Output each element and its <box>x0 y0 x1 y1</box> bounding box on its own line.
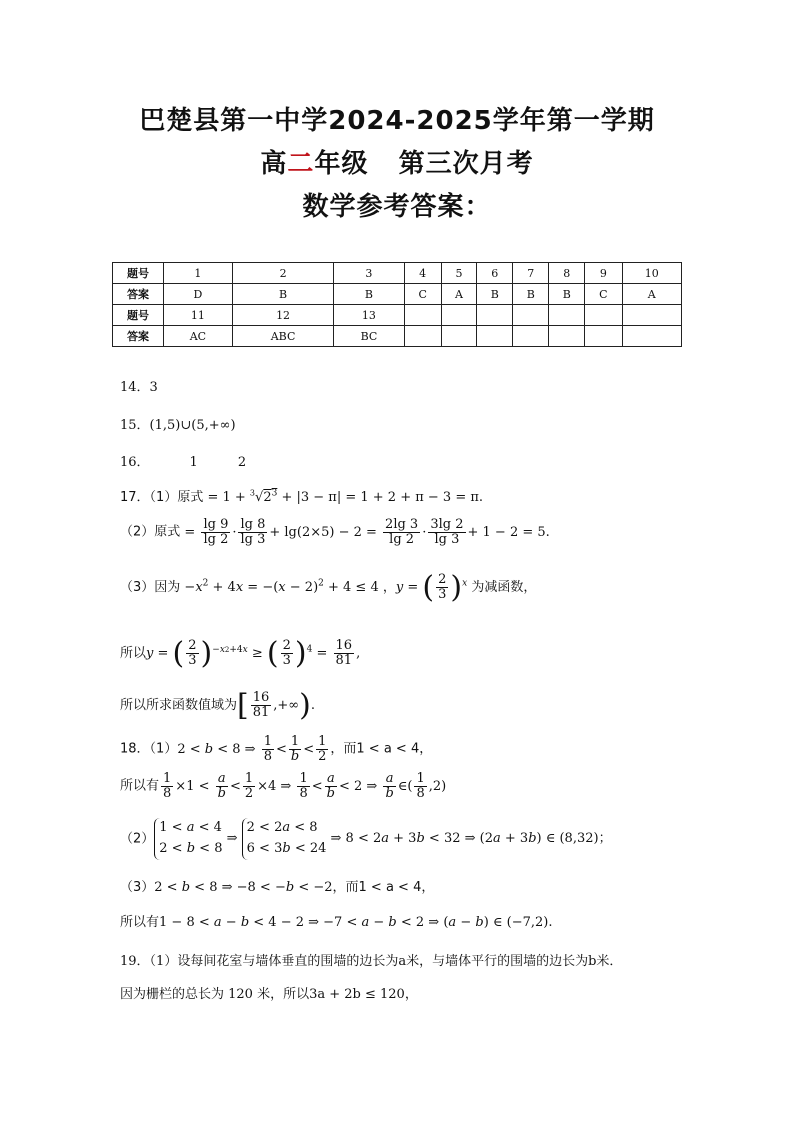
answer-17-part3 <box>120 570 536 605</box>
answer-15-number: 15． <box>120 418 150 433</box>
table-cell: B <box>334 284 404 305</box>
table-cell: A <box>441 284 476 305</box>
table-cell: 6 <box>477 263 513 284</box>
table-label: 题号 <box>113 263 164 284</box>
answer-table <box>112 262 682 347</box>
formula: 2 < b < 8 ⇒ $\frac{1}{8}$ < $\frac{1}{b}$ < $\frac{1}{2}$ <box>177 734 327 764</box>
formula: = $1 + ^3√2^3 + |3 - \pi| = 1 + 2 + \pi - 3 = \pi$. <box>203 488 484 505</box>
table-label: 题号 <box>113 305 164 326</box>
answer-16-value-1: 1 <box>189 455 198 470</box>
table-cell <box>441 305 476 326</box>
table-cell <box>622 305 681 326</box>
table-cell: 11 <box>164 305 233 326</box>
answer-18-conclusion <box>120 772 446 800</box>
table-cell: 3 <box>334 263 404 284</box>
table-cell <box>404 305 441 326</box>
table-cell: 4 <box>404 263 441 284</box>
table-cell: A <box>622 284 681 305</box>
answer-18-2-label: （2） <box>120 831 155 847</box>
formula: [ $\frac{16}{81}$ ,+∞). <box>237 688 315 723</box>
answer-16-value-2: 2 <box>237 455 247 470</box>
table-row <box>113 284 682 305</box>
table-cell: B <box>513 284 549 305</box>
grade-suffix: 年级 第三次月考 <box>314 149 534 179</box>
table-cell <box>585 305 622 326</box>
table-cell <box>549 305 585 326</box>
table-cell <box>404 326 441 347</box>
table-cell: AC <box>164 326 233 347</box>
table-cell <box>441 326 476 347</box>
formula: 1 − 8 < a − b < 4 − 2 ⇒ −7 < a − b < 2 ⇒ (a − b) ∈ (−7,2). <box>159 915 553 930</box>
answer-18-so-label: 所以有 <box>120 778 160 794</box>
table-cell: BC <box>334 326 404 347</box>
table-cell: 9 <box>585 263 622 284</box>
exam-title-school: 巴楚县第一中学2024-2025学年第一学期 <box>139 106 655 136</box>
grade-prefix: 高 <box>260 149 288 179</box>
answer-17-1-label: 17．（1）原式 <box>120 490 204 505</box>
table-cell: 13 <box>334 305 404 326</box>
table-cell: ABC <box>232 326 334 347</box>
answer-17-conclusion <box>120 636 360 671</box>
table-cell <box>513 326 549 347</box>
table-cell: D <box>164 284 233 305</box>
table-label: 答案 <box>113 284 164 305</box>
exam-title-answers: 数学参考答案： <box>302 192 492 222</box>
table-row <box>113 326 682 347</box>
answer-17-part2 <box>120 518 550 546</box>
table-cell <box>477 326 513 347</box>
table-row <box>113 305 682 326</box>
answer-17-3-label: （3）因为 <box>120 580 181 595</box>
answer-17-range-label: 所以所求函数值域为 <box>120 698 238 713</box>
table-cell: 12 <box>232 305 334 326</box>
answer-14: 14．3 <box>120 380 158 395</box>
answer-16 <box>120 451 246 470</box>
answer-18-conclusion-2 <box>120 911 553 930</box>
answer-19-line2: 因为栅栏的总长为 120 米，所以3a + 2b ≤ 120， <box>120 987 418 1002</box>
table-cell: 2 <box>232 263 334 284</box>
table-cell: 8 <box>549 263 585 284</box>
answer-18-part3 <box>120 876 434 895</box>
table-cell: 10 <box>622 263 681 284</box>
formula: $-x^2 + 4x = -(x - 2)^2 + 4 \le 4$ ，y = ( $\frac{2}{3}$ )$^x$ <box>180 570 468 605</box>
table-label: 答案 <box>113 326 164 347</box>
table-cell: C <box>585 284 622 305</box>
table-cell: 5 <box>441 263 476 284</box>
table-cell <box>477 305 513 326</box>
answer-18-3-label: （3） <box>120 880 155 895</box>
answer-17-range <box>120 688 315 723</box>
answer-19-line1: 19．（1）设每间花室与墙体垂直的围墙的边长为a米，与墙体平行的围墙的边长为b米． <box>120 954 623 969</box>
answer-17-so-label: 所以 <box>120 646 147 661</box>
formula: = $\frac{\lg 9}{\lg 2}$ · $\frac{\lg 8}{\lg 3}$ + lg(2×5) − 2 = $\frac{2\lg 3}{\lg 2}$ · $\frac{3\lg 2}{\lg 3}$ + 1 − 2 = 5. <box>180 517 550 547</box>
table-cell: 1 <box>164 263 233 284</box>
table-row <box>113 263 682 284</box>
answer-17-part1 <box>120 486 483 505</box>
answer-17-3-mid: 为减函数， <box>471 580 537 595</box>
table-cell: B <box>232 284 334 305</box>
answer-18-so2-label: 所以有 <box>120 915 160 930</box>
answer-18-1-label: 18．（1） <box>120 741 178 757</box>
formula: y = ( $\frac{2}{3}$ )$^{-x2+4x}$ ≥ ( $\frac{2}{3}$ )$^4$ = $\frac{16}{81}$ , <box>146 636 361 671</box>
table-cell: B <box>549 284 585 305</box>
answer-18-part2 <box>120 818 612 860</box>
answer-15 <box>120 414 236 433</box>
answer-18-3-tail: ，而1 < a < 4， <box>332 880 435 895</box>
table-cell <box>513 305 549 326</box>
table-cell: 7 <box>513 263 549 284</box>
formula: 1 < a < 4 2 < b < 8 ⇒ 2 < 2a < 8 6 < 3b < 24 ⇒ 8 < 2a + 3b < 32 ⇒ (2a + 3b) ∈ (8,32)； <box>154 831 611 846</box>
answer-18-1-tail: ，而1 < a < 4， <box>330 741 433 757</box>
answer-17-2-label: （2）原式 <box>120 524 181 540</box>
table-cell <box>549 326 585 347</box>
answer-15-value: (1,5)∪(5,+∞) <box>149 418 236 433</box>
table-cell: C <box>404 284 441 305</box>
answer-16-number: 16． <box>120 455 150 470</box>
table-cell <box>622 326 681 347</box>
exam-title-grade <box>0 143 794 180</box>
answer-18-part1 <box>120 735 432 763</box>
formula: 2 < b < 8 ⇒ −8 < −b < −2 <box>154 880 333 895</box>
formula: $\frac{1}{8}$ ×1 < $\frac{a}{b}$ < $\frac{1}{2}$ ×4 ⇒ $\frac{1}{8}$ < $\frac{a}{b}$ < 2 ⇒ $\frac{a}{b}$ ∈( $\frac{1}{8}$ ,2) <box>163 771 447 801</box>
grade-number: 二 <box>287 149 315 179</box>
table-cell: B <box>477 284 513 305</box>
table-cell <box>585 326 622 347</box>
